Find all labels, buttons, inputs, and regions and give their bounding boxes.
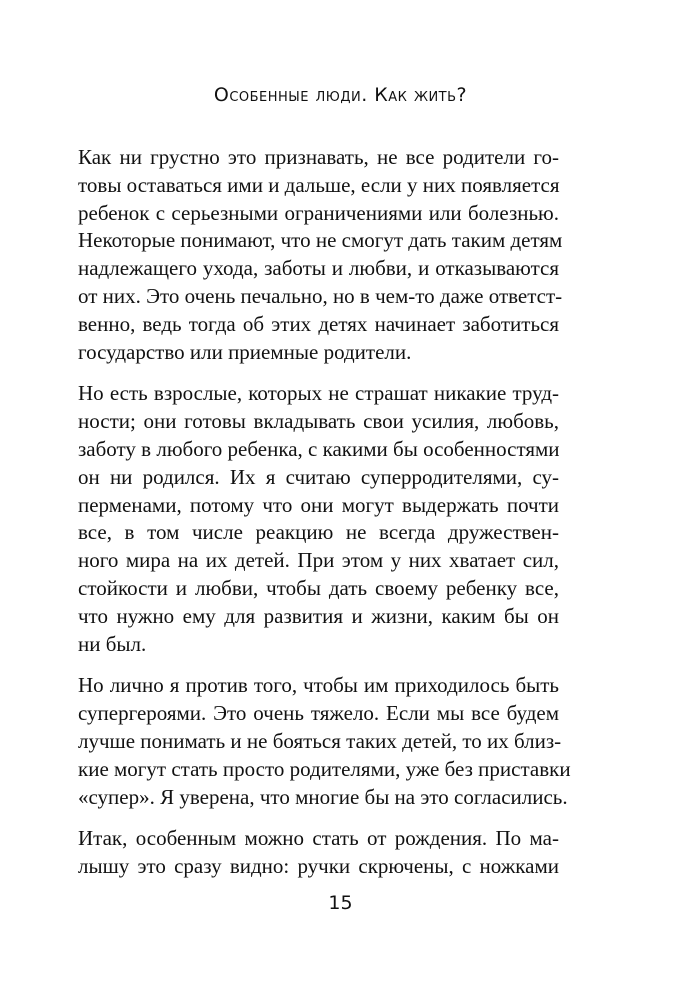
text-line: супергероями. Это очень тяжело. Если мы все будем	[78, 701, 559, 726]
text-line: товы оставаться ими и дальше, если у них появляется	[78, 172, 560, 197]
paragraph-1	[78, 144, 563, 366]
text-line: Но есть взрослые, которых не страшат никакие труд-	[78, 381, 559, 406]
text-line: надлежащего ухода, заботы и любви, и отказываются	[78, 256, 559, 281]
text-line: ребенок с серьезными ограничениями или болезнью.	[78, 200, 559, 225]
text-line: перменами, потому что они могут выдержать почти	[78, 492, 559, 517]
text-line: кие могут стать просто родителями, уже без приставки	[78, 756, 571, 781]
text-line: ни был.	[78, 631, 147, 656]
paragraph-3	[78, 672, 571, 811]
text-line: лучше понимать и не бояться таких детей, то их близ-	[78, 728, 562, 753]
text-line: государство или приемные родители.	[78, 339, 412, 364]
text-line: Но лично я против того, чтобы им приходилось быть	[78, 673, 559, 698]
text-line: что нужно ему для развития и жизни, каким бы он	[78, 603, 559, 628]
body-text	[78, 144, 571, 881]
running-head: Особенные люди. Как жить?	[213, 84, 468, 106]
text-line: ности; они готовы вкладывать свои усилия, любовь,	[78, 409, 559, 434]
text-line: Некоторые понимают, что не смогут дать таким детям	[78, 228, 563, 253]
text-line: Итак, особенным можно стать от рождения. По ма-	[78, 826, 559, 851]
text-line: Как ни грустно это признавать, не все родители го-	[78, 145, 559, 169]
text-line: стойкости и любви, чтобы дать своему ребенку все,	[78, 575, 559, 600]
paragraph-4	[78, 825, 559, 881]
text-line: все, в том числе реакцию не всегда дружествен-	[78, 520, 559, 545]
text-line: он ни родился. Их я считаю суперродителями, су-	[78, 464, 559, 489]
paragraph-2	[78, 380, 559, 658]
page-number: 15	[328, 892, 353, 914]
text-line: лышу это сразу видно: ручки скрючены, с ножками	[78, 854, 559, 879]
text-line: заботу в любого ребенка, с какими бы особенностями	[78, 436, 560, 461]
text-line: «супер». Я уверена, что многие бы на это согласились.	[78, 784, 568, 809]
text-line: венно, ведь тогда об этих детях начинает заботиться	[78, 311, 559, 336]
text-line: ного мира на их детей. При этом у них хватает сил,	[78, 548, 559, 573]
text-line: от них. Это очень печально, но в чем-то даже ответст-	[78, 283, 563, 308]
